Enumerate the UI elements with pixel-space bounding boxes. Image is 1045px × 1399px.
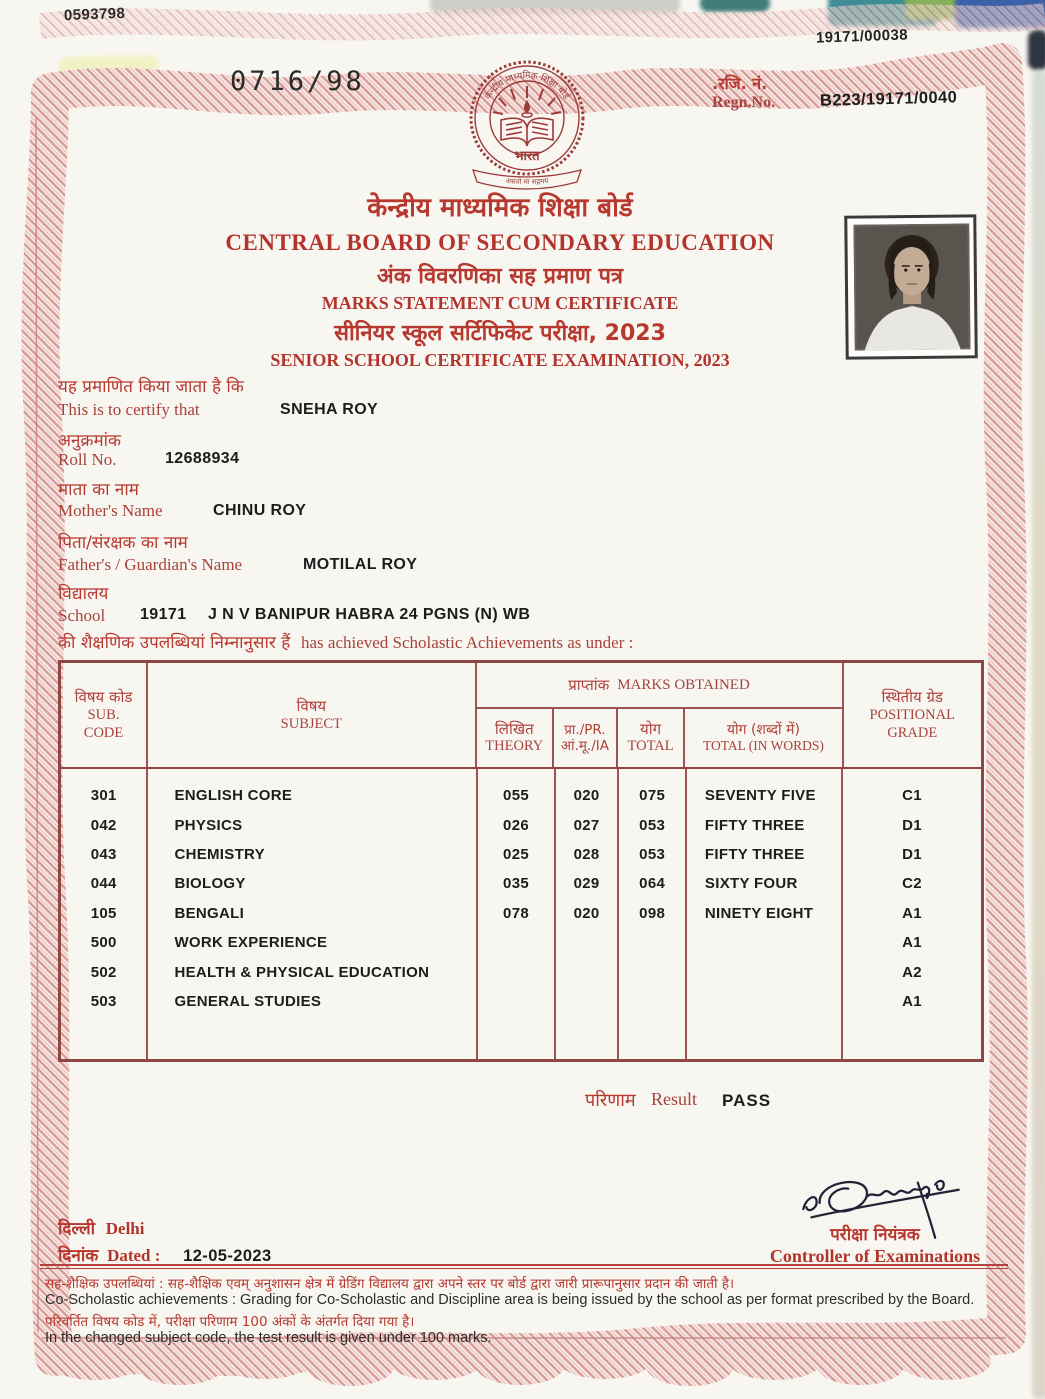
row-code: 042 (90, 816, 117, 834)
row-code: 105 (90, 904, 117, 922)
logo-country-text: भारत (514, 149, 540, 164)
col-grade-hindi: स्थितीय ग्रेड (881, 687, 943, 706)
row-total-words: FIFTY THREE (704, 816, 805, 834)
col-words-hindi: योग (शब्दों में) (726, 721, 800, 738)
col-practical-line2: आं.मू./IA (560, 738, 610, 754)
student-photo (844, 214, 978, 359)
regn-label-english: Regn.No. (712, 94, 776, 111)
row-subject: ENGLISH CORE (174, 787, 293, 805)
col-subject-hindi: विषय (296, 696, 327, 715)
row-subject: WORK EXPERIENCE (174, 934, 328, 952)
school-label-hindi: विद्यालय (58, 584, 109, 604)
achievement-label-hindi: की शैक्षणिक उपलब्धियां निम्नानुसार हैं (58, 633, 291, 653)
mother-label-english: Mother's Name (58, 501, 163, 520)
row-practical: 028 (573, 845, 600, 863)
note-coscholastic-english: Co-Scholastic achievements : Grading for Co-Scholastic and Discipline area is being issued by the school as per format prescribed by the Board. (45, 1292, 975, 1308)
print-serial: 0716/98 (230, 66, 365, 97)
marks-obtained-english: MARKS OBTAINED (617, 676, 750, 693)
date-label-hindi: दिनांक (58, 1246, 99, 1266)
regn-value: B223/19171/0040 (819, 88, 958, 110)
row-total: 075 (639, 787, 666, 805)
row-code: 043 (90, 845, 117, 863)
roll-label-english: Roll No. (58, 450, 117, 469)
exam-title-english: SENIOR SCHOOL CERTIFICATE EXAMINATION, 2023 (270, 350, 730, 370)
father-name: MOTILAL ROY (303, 556, 418, 573)
col-practical-line1: प्रा./PR. (564, 721, 606, 738)
exam-title-hindi: सीनियर स्कूल सर्टिफिकेट परीक्षा, 2023 (334, 321, 666, 346)
cbse-logo (443, 56, 613, 196)
place-hindi: दिल्ली (58, 1219, 96, 1239)
school-name: J N V BANIPUR HABRA 24 PGNS (N) WB (208, 606, 531, 623)
col-theory-english: THEORY (485, 738, 544, 755)
roll-label-hindi: अनुक्रमांक (58, 431, 122, 451)
row-grade: D1 (902, 845, 922, 863)
regn-label-hindi: .रजि. नं. (712, 74, 768, 93)
marks-table-body (61, 769, 981, 1059)
school-label-english: School (58, 606, 106, 625)
marks-obtained-hindi: प्राप्तांक (568, 676, 610, 694)
row-subject: BIOLOGY (174, 875, 246, 893)
place-english: Delhi (105, 1219, 145, 1238)
row-total: 098 (639, 904, 666, 922)
row-practical (556, 928, 618, 957)
row-total-words (687, 957, 841, 986)
svg-text:असतो मा सद्गमय (505, 177, 549, 186)
col-total-english: TOTAL (627, 738, 674, 755)
row-total (619, 957, 685, 986)
col-grade-en2: GRADE (887, 725, 938, 742)
row-theory: 025 (503, 845, 529, 863)
row-total-words (687, 928, 841, 957)
col-total-hindi: योग (640, 720, 662, 739)
row-grade: A1 (902, 992, 922, 1010)
row-theory (478, 928, 554, 957)
row-code: 502 (90, 963, 117, 981)
col-subject-english: SUBJECT (280, 716, 342, 733)
row-theory: 026 (503, 816, 529, 834)
row-total (619, 987, 685, 1016)
footer-divider (40, 1264, 1008, 1269)
row-total-words: FIFTY THREE (704, 845, 805, 863)
doc-title-hindi: अंक विवरणिका सह प्रमाण पत्र (376, 264, 624, 289)
row-theory: 078 (503, 904, 529, 922)
row-theory: 055 (503, 787, 529, 805)
note-subjectcode-hindi: परिवर्तित विषय कोड में, परीक्षा परिणाम 100 अंकों के अंतर्गत दिया गया है। (45, 1314, 415, 1330)
row-code: 301 (90, 787, 117, 805)
board-title-hindi: केन्द्रीय माध्यमिक शिक्षा बोर्ड (367, 193, 633, 223)
row-total-words: SIXTY FOUR (704, 875, 798, 893)
mother-name: CHINU ROY (213, 502, 307, 519)
date-label-english: Dated : (107, 1246, 161, 1265)
row-grade: D1 (902, 816, 922, 834)
row-code: 500 (90, 934, 117, 952)
col-code-en1: SUB. (87, 707, 120, 724)
col-code-hindi: विषय कोड (74, 687, 133, 706)
father-label-english: Father's / Guardian's Name (58, 555, 243, 574)
logo-ring-text: केन्द्रीय माध्यमिक शिक्षा बोर्ड (483, 70, 571, 102)
row-subject: PHYSICS (174, 816, 243, 834)
row-code: 044 (90, 875, 117, 893)
logo-motto-text: असतो मा सद्गमय (505, 176, 549, 187)
student-name: SNEHA ROY (280, 401, 379, 418)
row-theory: 035 (503, 875, 529, 893)
row-grade: C1 (902, 787, 922, 805)
col-words-english: TOTAL (IN WORDS) (702, 738, 824, 754)
row-practical: 029 (573, 875, 600, 893)
row-grade: C2 (902, 875, 922, 893)
row-subject: GENERAL STUDIES (174, 992, 322, 1010)
row-theory (478, 987, 554, 1016)
col-theory-hindi: लिखित (494, 720, 534, 739)
row-practical: 027 (573, 816, 600, 834)
serial-top-right: 19171/00038 (815, 26, 909, 47)
row-subject: BENGALI (174, 904, 245, 922)
row-total: 053 (639, 816, 666, 834)
row-grade: A1 (902, 904, 922, 922)
note-coscholastic-hindi: सह-शैक्षिक उपलब्धियां : सह-शैक्षिक एवम् अनुशासन क्षेत्र में ग्रेडिंग विद्यालय द्वारा अपने स्तर पर बोर्ड द्वारा जारी प्रारूपानुसार प्रदान की जाती है। (45, 1276, 735, 1292)
col-code-en2: CODE (83, 725, 124, 742)
row-grade: A2 (902, 963, 922, 981)
row-subject: CHEMISTRY (174, 845, 265, 863)
result-label-hindi: परिणाम (585, 1090, 636, 1111)
row-code: 503 (90, 992, 117, 1010)
row-subject: HEALTH & PHYSICAL EDUCATION (174, 963, 430, 981)
row-total (619, 928, 685, 957)
signatory-title-english: Controller of Examinations (769, 1246, 981, 1266)
row-total-words: NINETY EIGHT (704, 904, 814, 922)
board-title-english: CENTRAL BOARD OF SECONDARY EDUCATION (225, 230, 775, 255)
mother-label-hindi: माता का नाम (58, 480, 139, 500)
row-practical (556, 957, 618, 986)
col-grade-en1: POSITIONAL (869, 707, 955, 724)
row-practical (556, 987, 618, 1016)
roll-number: 12688934 (165, 450, 240, 467)
note-subjectcode-english: In the changed subject code, the test result is given under 100 marks. (45, 1330, 492, 1346)
marks-table-header (61, 663, 981, 769)
result-label-english: Result (651, 1089, 698, 1109)
result-value: PASS (722, 1091, 772, 1110)
father-label-hindi: पिता/संरक्षक का नाम (58, 533, 188, 553)
certify-label-hindi: यह प्रमाणित किया जाता है कि (58, 377, 244, 397)
signatory-title-hindi: परीक्षा नियंत्रक (830, 1225, 920, 1245)
row-total: 064 (639, 875, 666, 893)
row-practical: 020 (573, 787, 600, 805)
row-practical: 020 (573, 904, 600, 922)
row-grade: A1 (902, 934, 922, 952)
date-value: 12-05-2023 (183, 1247, 272, 1265)
doc-title-english: MARKS STATEMENT CUM CERTIFICATE (321, 293, 679, 313)
row-theory (478, 957, 554, 986)
marks-table (58, 660, 984, 1062)
row-total-words (687, 987, 841, 1016)
row-total-words: SEVENTY FIVE (704, 787, 816, 805)
school-code: 19171 (140, 606, 187, 623)
achievement-label-english: has achieved Scholastic Achievements as under : (300, 633, 634, 652)
serial-top-left: 0593798 (63, 4, 126, 25)
row-total: 053 (639, 845, 666, 863)
certify-label-english: This is to certify that (58, 400, 200, 419)
